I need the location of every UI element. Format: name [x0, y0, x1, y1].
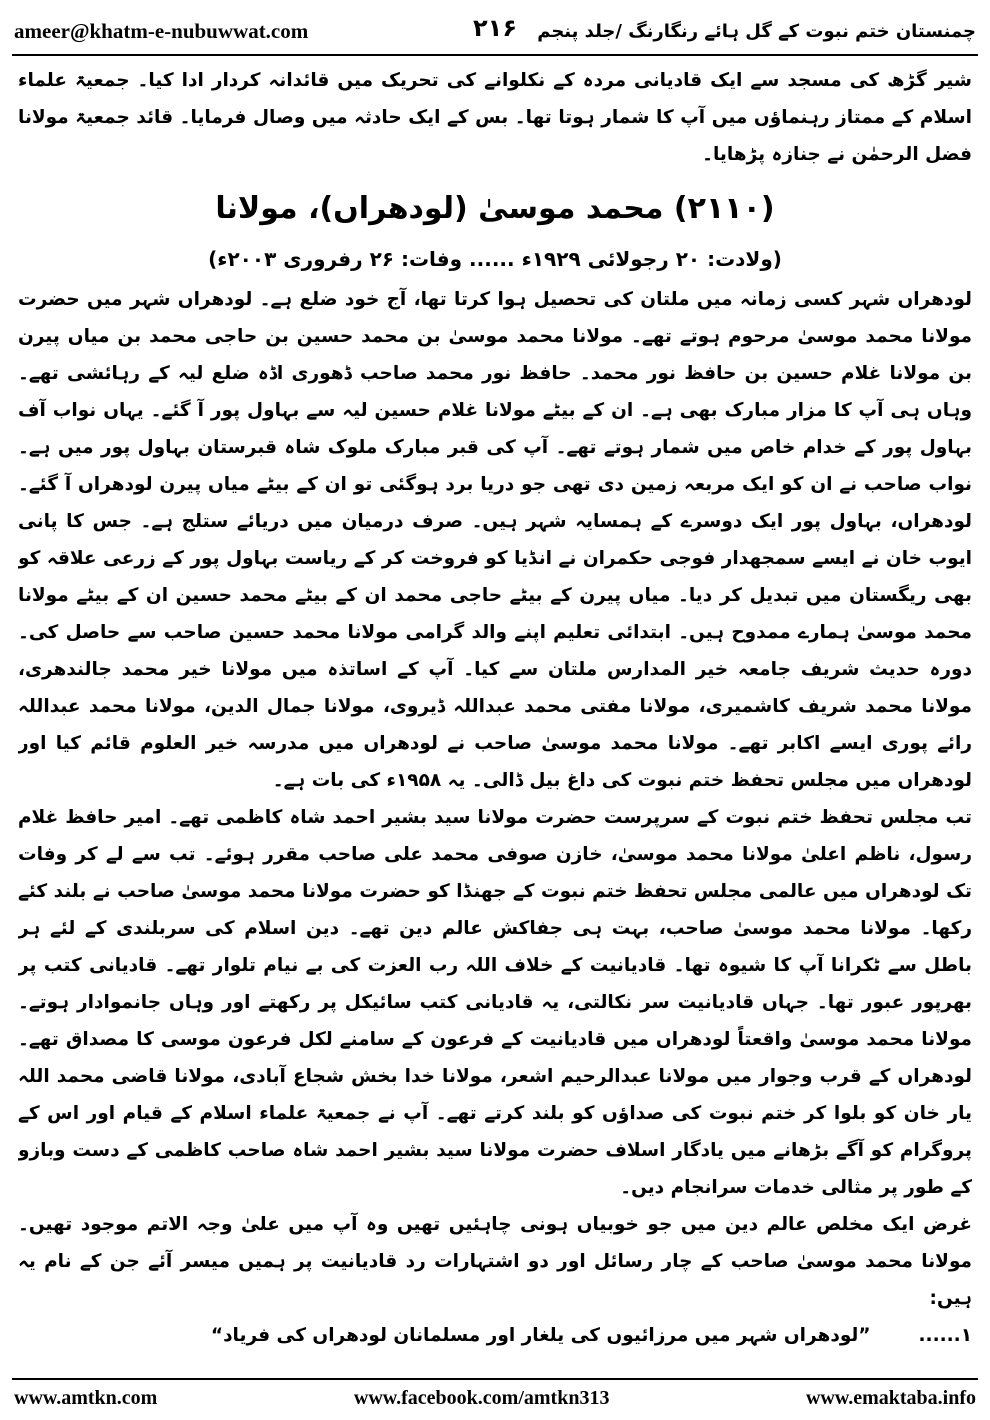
list-text: ”لودھراں شہر میں مرزائیوں کی یلغار اور مسلمانان لودھراں کی فریاد“ [210, 1325, 871, 1346]
page-footer [14, 1384, 976, 1412]
page-number: ۲۱۶ [473, 14, 517, 42]
page-body [18, 62, 972, 1364]
header-divider [12, 54, 978, 56]
footer-link-amtkn[interactable]: www.amtkn.com [14, 1386, 158, 1409]
footer-link-facebook[interactable]: www.facebook.com/amtkn313 [353, 1386, 610, 1409]
list-marker: ۱...... [918, 1325, 972, 1346]
body-paragraph: غرض ایک مخلص عالم دین میں جو خوبیاں ہونی چاہئیں تھیں وہ آپ میں علیٰ وجہ الاتم موجود تھیں۔ مولانا محمد موسیٰ صاحب کے چار رسائل اور دو اشتہارات رد قادیانیت پر ہمیں میسر آئے جن کے نام یہ ہیں: [18, 1214, 972, 1309]
page-header [14, 12, 976, 50]
book-title: چمنستان ختم نبوت کے گل ہائے رنگارنگ /جلد پنجم [537, 20, 976, 42]
section-heading: (۲۱۱۰) محمد موسیٰ (لودھراں)، مولانا [215, 191, 775, 226]
list-item [18, 1317, 972, 1354]
footer-divider [12, 1378, 978, 1380]
body-paragraph: لودھراں شہر کسی زمانہ میں ملتان کی تحصیل ہوا کرتا تھا، آج خود ضلع ہے۔ لودھراں شہر میں حضرت مولانا محمد موسیٰ مرحوم ہوتے تھے۔ مولانا محمد موسیٰ بن محمد حسین بن حاجی محمد بن میاں پیرن بن مولانا غلام حسین بن حافظ نور محمد۔ حافظ نور محمد صاحب ڈھوری اڈہ ضلع لیہ کے رہائشی تھے۔ وہاں ہی آپ کا مزار مبارک بھی ہے۔ ان کے بیٹے مولانا غلام حسین لیہ سے بہاول پور آ گئے۔ یہاں نواب آف بہاول پور کے خدام خاص میں شمار ہوتے تھے۔ آپ کی قبر مبارک ملوک شاہ قبرستان بہاول پور میں ہے۔ نواب صاحب نے ان کو ایک مربعہ زمین دی تھی جو دریا برد ہوگئی تو ان کے بیٹے میاں پیرن لودھراں آ گئے۔ لودھراں، بہاول پور ایک دوسرے کے ہمسایہ شہر ہیں۔ صرف درمیان میں دریائے ستلج ہے۔ جس کا پانی ایوب خان نے ایسے سمجھدار فوجی حکمران نے انڈیا کو فروخت کر کے ریاست بہاول پور کے زرعی علاقہ کو بھی ریگستان میں تبدیل کر دیا۔ میاں پیرن کے بیٹے حاجی محمد ان کے بیٹے محمد حسین ان کے بیٹے مولانا محمد موسیٰ ہمارے ممدوح ہیں۔ ابتدائی تعلیم اپنے والد گرامی مولانا محمد حسین صاحب سے حاصل کی۔ دورہ حدیث شریف جامعہ خیر المدارس ملتان سے کیا۔ آپ کے اساتذہ میں مولانا خیر محمد جالندھری، مولانا محمد شریف کاشمیری، مولانا مفتی محمد عبداللہ ڈیروی، مولانا جمال الدین، مولانا محمد عبداللہ رائے پوری ایسے اکابر تھے۔ مولانا محمد موسیٰ صاحب نے لودھراں میں مدرسہ خیر العلوم قائم کیا اور لودھراں میں مجلس تحفظ ختم نبوت کی داغ بیل ڈالی۔ یہ ۱۹۵۸ء کی بات ہے۔ [18, 289, 972, 791]
footer-link-emaktaba[interactable]: www.emaktaba.info [805, 1386, 976, 1409]
header-email: ameer@khatm-e-nubuwwat.com [14, 18, 309, 43]
birth-death-dates: (ولادت: ۲۰ رجولائی ۱۹۲۹ء ...... وفات: ۲۶ رفروری ۲۰۰۳ء) [208, 247, 782, 271]
body-paragraph: تب مجلس تحفظ ختم نبوت کے سرپرست حضرت مولانا سید بشیر احمد شاہ کاظمی تھے۔ امیر حافظ غلام رسول، ناظم اعلیٰ مولانا محمد موسیٰ، خازن صوفی محمد علی صاحب مقرر ہوئے۔ تب سے لے کر وفات تک لودھراں میں عالمی مجلس تحفظ ختم نبوت کے جھنڈا کو حضرت مولانا محمد موسیٰ صاحب نے بلند کئے رکھا۔ مولانا محمد موسیٰ صاحب، بہت ہی جفاکش عالم دین تھے۔ دین اسلام کی سربلندی کے لئے ہر باطل سے ٹکرانا آپ کا شیوہ تھا۔ قادیانیت کے خلاف اللہ رب العزت کی بے نیام تلوار تھے۔ قادیانی کتب پر بھرپور عبور تھا۔ جہاں قادیانیت سر نکالتی، یہ قادیانی کتب سائیکل پر رکھتے اور وہاں جانموادار ہوتے۔ مولانا محمد موسیٰ واقعتاً لودھراں میں قادیانیت کے فرعون کے سامنے لکل فرعون موسی کا مصداق تھے۔ لودھراں کے قرب وجوار میں مولانا عبدالرحیم اشعر، مولانا خدا بخش شجاع آبادی، مولانا قاضی محمد اللہ یار خان کو بلوا کر ختم نبوت کی صداؤں کو بلند کرتے تھے۔ آپ نے جمعیۃ علماء اسلام کے قیام اور اس کے پروگرام کو آگے بڑھانے میں یادگار اسلاف حضرت مولانا سید بشیر احمد شاہ صاحب کاظمی کے دست وبازو کے طور پر مثالی خدمات سرانجام دیں۔ [18, 807, 972, 1198]
intro-paragraph: شیر گڑھ کی مسجد سے ایک قادیانی مردہ کے نکلوانے کی تحریک میں قائدانہ کردار ادا کیا۔ جمعیۃ علماء اسلام کے ممتاز رہنماؤں میں آپ کا شمار ہوتا تھا۔ بس کے ایک حادثہ میں وصال فرمایا۔ قائد جمعیۃ مولانا فضل الرحمٰن نے جنازہ پڑھایا۔ [18, 70, 972, 165]
